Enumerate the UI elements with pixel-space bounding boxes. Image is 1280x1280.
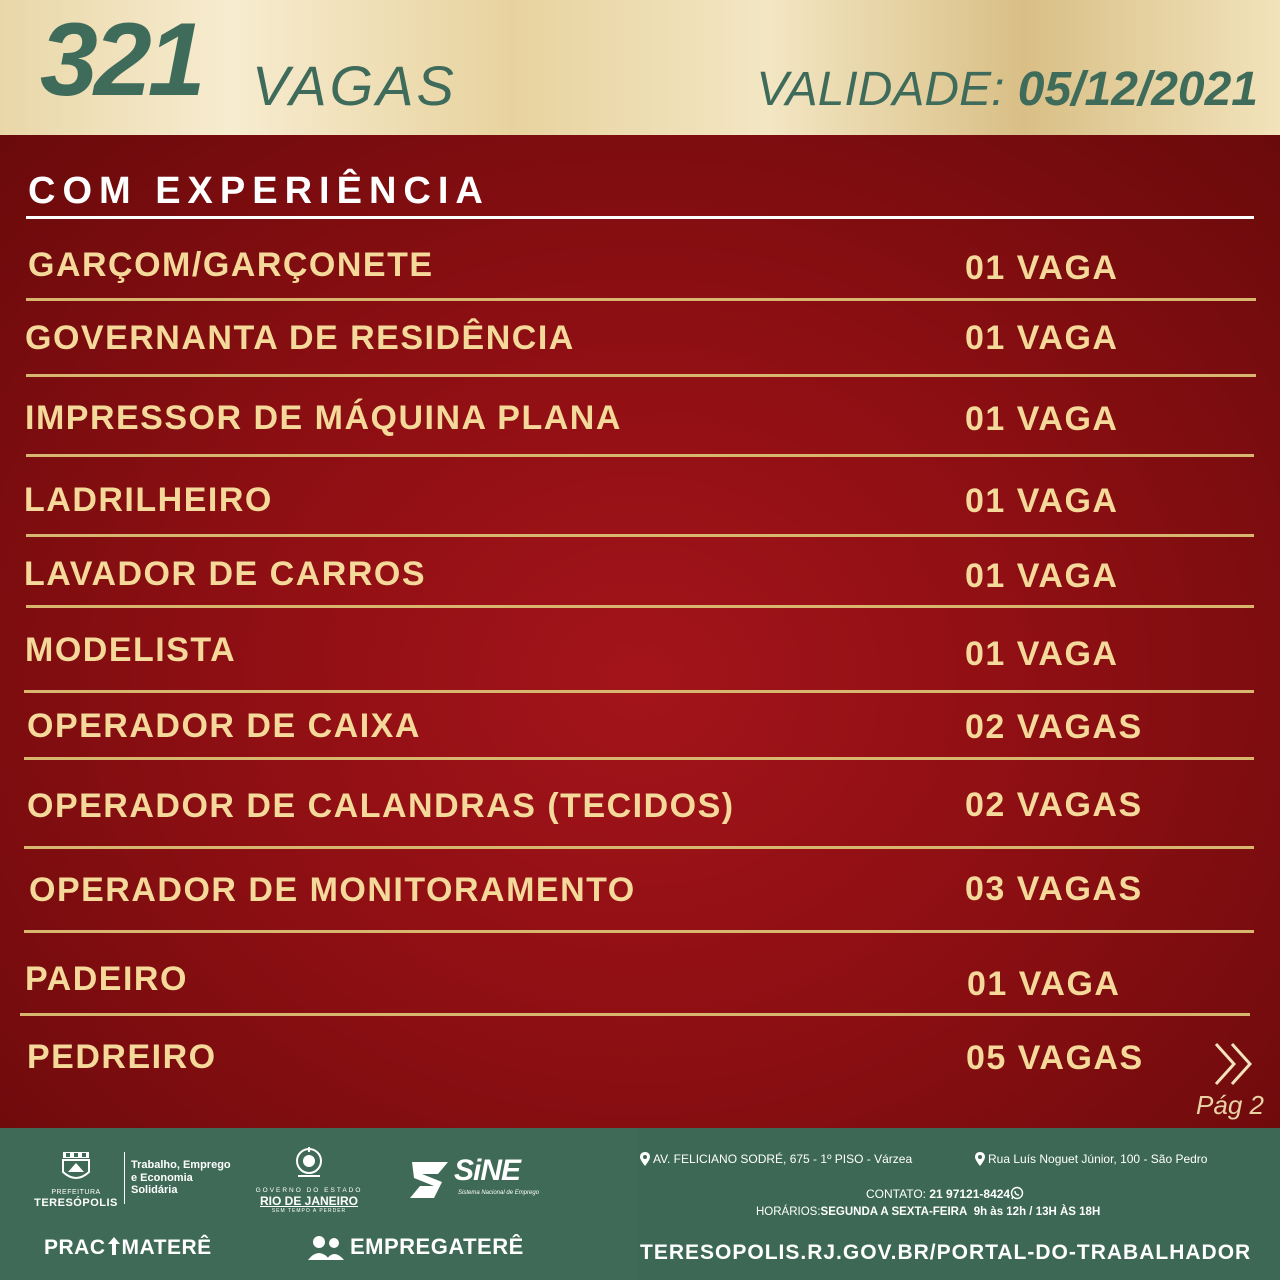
secretaria-line: Trabalho, Emprego bbox=[131, 1159, 231, 1171]
job-vacancies: 01 VAGA bbox=[965, 249, 1119, 287]
logo-divider bbox=[124, 1152, 125, 1204]
city-crest-icon bbox=[57, 1150, 95, 1184]
job-vacancies: 03 VAGAS bbox=[965, 870, 1143, 908]
job-title: PADEIRO bbox=[25, 960, 188, 998]
contact-line bbox=[866, 1186, 1024, 1200]
rio-de-janeiro-logo bbox=[255, 1146, 363, 1214]
praca-wordmark-start: PRAC bbox=[44, 1236, 106, 1259]
job-title: LADRILHEIRO bbox=[24, 481, 273, 519]
vacancy-count: 321 bbox=[40, 2, 202, 118]
row-divider bbox=[26, 454, 1254, 457]
page-number: Pág 2 bbox=[1196, 1090, 1264, 1120]
website-link[interactable]: TERESOPOLIS.RJ.GOV.BR/PORTAL-DO-TRABALHADOR bbox=[640, 1241, 1252, 1264]
row-divider bbox=[24, 846, 1254, 849]
job-title: OPERADOR DE CALANDRAS (TECIDOS) bbox=[27, 787, 735, 825]
job-title: OPERADOR DE CAIXA bbox=[27, 707, 421, 745]
job-vacancies: 01 VAGA bbox=[965, 400, 1119, 438]
sine-wordmark: SiNE bbox=[454, 1154, 521, 1187]
praca-logo bbox=[44, 1236, 212, 1258]
location-pin-icon bbox=[640, 1152, 650, 1166]
rj-state-name: RIO DE JANEIRO bbox=[259, 1193, 358, 1208]
header-banner bbox=[0, 0, 1280, 135]
prefeitura-city: TERESÓPOLIS bbox=[34, 1196, 118, 1209]
prefeitura-logo bbox=[30, 1150, 122, 1209]
row-divider bbox=[26, 605, 1254, 608]
job-vacancies: 01 VAGA bbox=[965, 557, 1119, 595]
hand-up-icon bbox=[106, 1236, 122, 1256]
job-vacancies: 05 VAGAS bbox=[966, 1039, 1144, 1077]
row-divider bbox=[24, 757, 1254, 760]
contact-phone[interactable]: 21 97121-8424 bbox=[929, 1187, 1011, 1201]
address-1-text: AV. FELICIANO SODRÉ, 675 - 1º PISO - Várzea bbox=[653, 1152, 913, 1166]
sine-mark-icon bbox=[408, 1160, 452, 1200]
location-pin-icon bbox=[975, 1152, 985, 1166]
hours-days: SEGUNDA A SEXTA-FEIRA bbox=[820, 1206, 968, 1218]
address-2 bbox=[975, 1152, 1207, 1166]
row-divider bbox=[26, 534, 1254, 537]
whatsapp-icon bbox=[1010, 1186, 1024, 1200]
secretaria-name bbox=[131, 1159, 231, 1197]
job-title: GOVERNANTA DE RESIDÊNCIA bbox=[25, 319, 575, 357]
job-title: OPERADOR DE MONITORAMENTO bbox=[29, 871, 636, 909]
rj-government-label: GOVERNO DO ESTADO bbox=[255, 1187, 363, 1194]
vacancy-count-label: VAGAS bbox=[252, 54, 457, 117]
row-divider bbox=[24, 690, 1254, 693]
job-title: LAVADOR DE CARROS bbox=[24, 555, 427, 593]
rj-slogan: SEM TEMPO A PERDER bbox=[271, 1207, 347, 1214]
section-divider bbox=[26, 216, 1254, 219]
row-divider bbox=[26, 298, 1256, 301]
job-vacancies: 01 VAGA bbox=[965, 319, 1119, 357]
validity-date: 05/12/2021 bbox=[1017, 63, 1258, 116]
prefeitura-label: PREFEITURA bbox=[51, 1189, 101, 1196]
secretaria-line: e Economia bbox=[131, 1171, 193, 1184]
opening-hours bbox=[756, 1207, 1100, 1219]
address-1 bbox=[640, 1152, 912, 1166]
hours-label: HORÁRIOS: bbox=[756, 1206, 821, 1218]
job-vacancies: 01 VAGA bbox=[965, 482, 1119, 520]
job-vacancies: 01 VAGA bbox=[965, 635, 1119, 673]
secretaria-line: Solidária bbox=[131, 1184, 178, 1197]
job-title: IMPRESSOR DE MÁQUINA PLANA bbox=[25, 399, 622, 437]
section-title: COM EXPERIÊNCIA bbox=[28, 170, 490, 212]
address-2-text: Rua Luís Noguet Júnior, 100 - São Pedro bbox=[988, 1152, 1208, 1166]
job-title: PEDREIRO bbox=[27, 1038, 217, 1076]
validity bbox=[756, 63, 1258, 116]
state-crest-icon bbox=[294, 1146, 324, 1182]
hours-times: 9h às 12h / 13H ÀS 18H bbox=[973, 1206, 1101, 1218]
double-chevron-right-icon[interactable] bbox=[1212, 1040, 1258, 1088]
praca-wordmark-end: MATERÊ bbox=[121, 1236, 212, 1259]
job-vacancies: 02 VAGAS bbox=[965, 786, 1143, 824]
people-icon bbox=[306, 1234, 346, 1262]
sine-subtitle: Sistema Nacional de Emprego bbox=[458, 1190, 540, 1196]
empregatere-wordmark: EMPREGATERÊ bbox=[350, 1234, 524, 1259]
row-divider bbox=[24, 930, 1254, 933]
validity-label: VALIDADE: bbox=[756, 63, 1005, 116]
row-divider bbox=[26, 374, 1256, 377]
job-vacancies: 02 VAGAS bbox=[965, 708, 1143, 746]
job-title: GARÇOM/GARÇONETE bbox=[28, 246, 434, 284]
contact-label: CONTATO: bbox=[866, 1187, 926, 1201]
job-vacancies: 01 VAGA bbox=[967, 965, 1121, 1003]
row-divider bbox=[20, 1013, 1250, 1016]
job-title: MODELISTA bbox=[25, 631, 237, 669]
